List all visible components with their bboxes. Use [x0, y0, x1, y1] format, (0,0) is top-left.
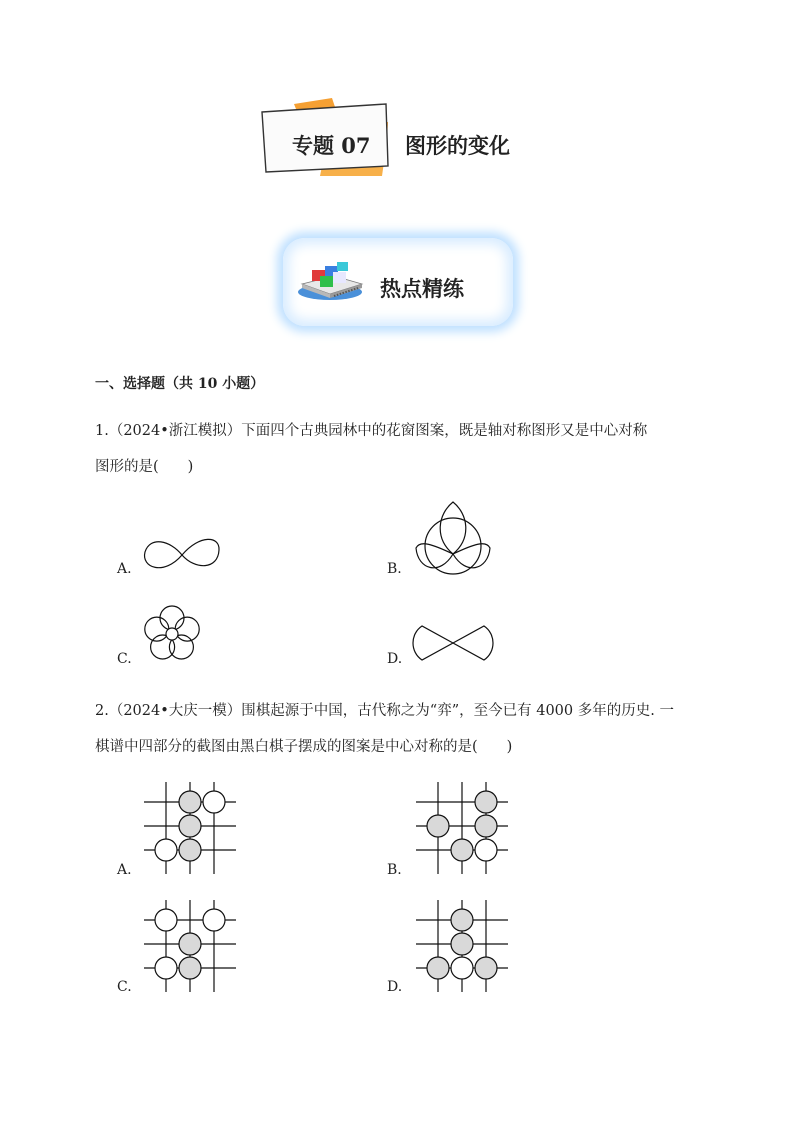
q1-option-a-label: A.	[117, 561, 132, 577]
topic-number: 专题 07	[292, 133, 371, 158]
go-board-c	[140, 898, 240, 998]
infinity-loop-figure	[140, 530, 224, 580]
q2-option-b-label: B.	[387, 862, 402, 878]
go-board-d	[412, 898, 512, 998]
question-2-text-line2: 棋谱中四部分的截图由黑白棋子摆成的图案是中心对称的是( )	[95, 739, 513, 755]
blocks-icon	[296, 254, 368, 306]
q2-option-d-label: D.	[387, 979, 403, 995]
bowtie-figure	[410, 620, 496, 666]
triquetra-figure	[410, 498, 496, 576]
section-badge-label: 热点精练	[380, 276, 464, 301]
go-board-a	[140, 780, 240, 880]
go-board-b	[412, 780, 512, 880]
q1-option-c-label: C.	[117, 651, 132, 667]
question-1-text-line1: 1.（2024•浙江模拟）下面四个古典园林中的花窗图案，既是轴对称图形又是中心对称	[95, 423, 648, 439]
question-1-text-line2: 图形的是( )	[95, 459, 194, 475]
q1-option-b-label: B.	[387, 561, 402, 577]
five-petal-flower-figure	[140, 602, 204, 666]
question-2-text-line1: 2.（2024•大庆一模）围棋起源于中国，古代称之为“弈”，至今已有 4000 多年的历史. 一	[95, 703, 674, 719]
page-title: 图形的变化	[405, 133, 510, 158]
q2-option-c-label: C.	[117, 979, 132, 995]
q2-option-a-label: A.	[117, 862, 132, 878]
section-title: 一、选择题（共 10 小题）	[95, 376, 265, 392]
q1-option-d-label: D.	[387, 651, 403, 667]
